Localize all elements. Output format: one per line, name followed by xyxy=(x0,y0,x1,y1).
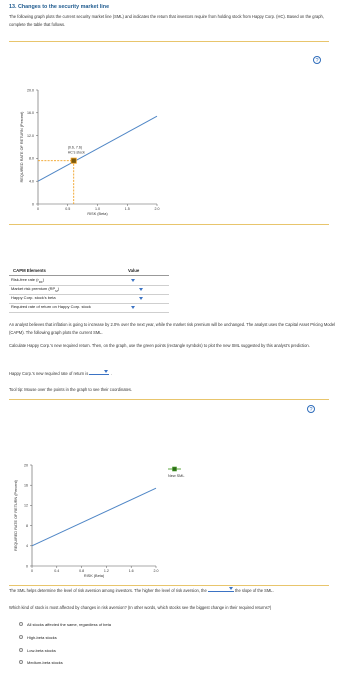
hc-point-coords: (0.6, 7.6) xyxy=(67,145,83,150)
y-tick-label: 4 xyxy=(26,544,28,549)
sml-line xyxy=(38,116,157,181)
y-tick-label: 0 xyxy=(32,202,34,207)
calculate-text: Calculate Happy Corp.'s new required return. Then, on the graph, use the green points (rectangle symbols) to plot the new SML suggested by this analyst's prediction. xyxy=(9,343,310,348)
y-tick-label: 4.0 xyxy=(29,179,34,184)
x-tick-label: 2.0 xyxy=(153,569,159,573)
radio-option[interactable] xyxy=(19,660,23,664)
x-axis-label: RISK (Beta) xyxy=(87,212,108,216)
radio-option[interactable] xyxy=(19,648,23,652)
help-icon[interactable]: ? xyxy=(313,56,321,64)
sml-chart-current xyxy=(0,44,350,224)
sml-sentence xyxy=(9,586,344,595)
y-tick-label: 16 xyxy=(24,483,28,488)
table-header-value: Value xyxy=(128,268,140,273)
option-label: Low-beta stocks xyxy=(27,648,56,653)
y-tick-label: 16.0 xyxy=(27,111,34,116)
x-tick-label: 1.6 xyxy=(128,569,134,573)
legend-label: New SML xyxy=(168,474,185,478)
row-label: Required rate of return on Happy Corp. stock xyxy=(11,304,91,309)
y-tick-label: 0 xyxy=(26,564,28,569)
sml-line xyxy=(32,488,156,546)
mid-divider xyxy=(9,224,329,225)
row-label: Happy Corp. stock's beta xyxy=(11,295,56,300)
y-axis-label: REQUIRED RATE OF RETURN (Percent) xyxy=(14,480,18,551)
y-tick-label: 8 xyxy=(26,523,28,528)
new-return-text: Happy Corp.'s new required rate of return is xyxy=(9,371,89,376)
y-tick-label: 12 xyxy=(24,503,28,508)
intro-text: The following graph plots the current security market line (SML) and indicates the return that investors require from holding stock from Happy Corp. (HC). Based on the graph, complete the table that follows. xyxy=(9,14,324,27)
x-tick-label: 0 xyxy=(37,207,39,211)
help-icon-2[interactable]: ? xyxy=(307,405,315,413)
chart2-divider xyxy=(9,399,329,400)
x-tick-label: 1.0 xyxy=(95,207,100,211)
x-tick-label: 1.5 xyxy=(124,207,130,211)
sml-sentence-post: the slope of the SML. xyxy=(235,588,274,593)
question-text: Which kind of stock is most affected by changes in risk aversion? (In other words, which stocks see the biggest change in their required returns?) xyxy=(9,605,272,610)
row-label: Risk-free rate $(r_{RF})$ xyxy=(11,277,45,284)
table-header-elements: CAPM Elements xyxy=(13,268,46,273)
radio-option[interactable] xyxy=(19,635,23,639)
tooltip-text: Tool tip: Mouse over the points in the graph to see their coordinates. xyxy=(9,387,133,392)
chart1-axes xyxy=(20,88,160,216)
option-label: Medium-beta stocks xyxy=(27,660,63,665)
radio-option[interactable] xyxy=(19,622,23,626)
legend-rect-marker xyxy=(173,467,177,471)
y-tick-label: 12.0 xyxy=(27,133,34,138)
problem-title: 13. Changes to the security market line xyxy=(9,4,110,10)
analyst-text: An analyst believes that inflation is going to increase by 2.0% over the next year, while the market risk premium will be unchanged. The analyst uses the Capital Asset Pricing Model (CAPM). The following graph plots the current SML. xyxy=(9,322,336,335)
dropdown-market-risk-premium[interactable] xyxy=(139,288,143,291)
sml-chart-new xyxy=(0,403,350,585)
new-return-dropdown[interactable] xyxy=(89,369,109,375)
chart1-marks xyxy=(38,116,157,204)
chart2-marks xyxy=(32,467,184,546)
sml-sentence-pre: The SML helps determine the level of risk aversion among investors. The higher the level of risk aversion, the xyxy=(9,588,207,593)
y-tick-label: 8.0 xyxy=(29,156,34,161)
x-tick-label: 0 xyxy=(31,569,33,573)
new-return-line: Happy Corp.'s new required rate of return is . xyxy=(9,371,112,376)
x-tick-label: 2.0 xyxy=(154,207,160,211)
x-tick-label: 0.4 xyxy=(54,569,60,573)
x-tick-label: 0.5 xyxy=(65,207,71,211)
chevron-down-icon xyxy=(104,370,108,373)
option-label: All stocks affected the same, regardless of beta xyxy=(27,622,111,627)
top-divider xyxy=(9,41,329,42)
table-row xyxy=(9,303,169,313)
y-tick-label: 20.0 xyxy=(27,88,34,93)
hc-stock-point xyxy=(71,158,76,163)
y-tick-label: 20 xyxy=(24,463,28,468)
dropdown-required-return[interactable] xyxy=(131,306,135,309)
x-tick-label: 0.8 xyxy=(79,569,85,573)
dropdown-stock-beta[interactable] xyxy=(139,297,143,300)
y-axis-label: REQUIRED RATE OF RETURN (Percent) xyxy=(20,111,24,183)
slope-dropdown[interactable] xyxy=(208,586,234,592)
x-axis-label: RISK (Beta) xyxy=(83,574,105,578)
x-tick-label: 1.2 xyxy=(103,569,109,573)
dropdown-risk-free-rate[interactable] xyxy=(131,279,135,282)
option-label: High-beta stocks xyxy=(27,635,57,640)
row-label: Market risk premium $(RP_M)$ xyxy=(11,286,60,293)
hc-point-name: HC's stock xyxy=(67,150,85,155)
chevron-down-icon xyxy=(229,587,233,590)
